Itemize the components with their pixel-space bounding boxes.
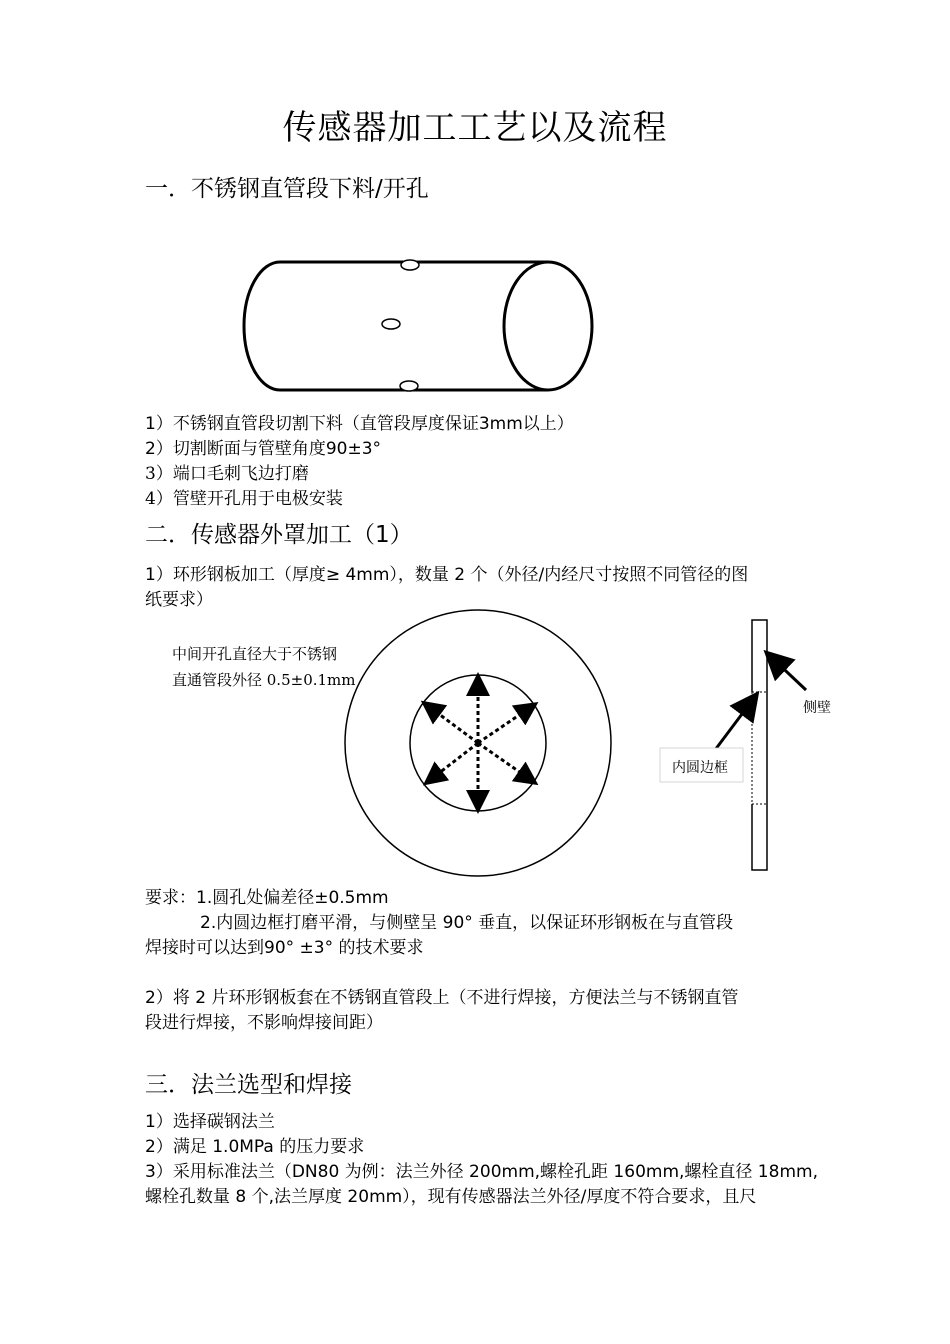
section1-heading: 一．不锈钢直管段下料/开孔 <box>145 176 429 202</box>
pipe-diagram <box>244 260 592 391</box>
req-line3: 焊接时可以达到90° ±3° 的技术要求 <box>145 938 424 958</box>
hole-note-line1: 中间开孔直径大于不锈钢 <box>172 645 338 663</box>
s3-item-2: 2）满足 1.0MPa 的压力要求 <box>145 1137 365 1157</box>
s2-item2-line1: 2）将 2 片环形钢板套在不锈钢直管段上（不进行焊接，方便法兰与不锈钢直管 <box>145 988 739 1008</box>
req-line2: 2.内圆边框打磨平滑，与侧壁呈 90° 垂直，以保证环形钢板在与直管段 <box>200 913 734 933</box>
s2-item1-line1: 1）环形钢板加工（厚度≥ 4mm），数量 2 个（外径/内经尺寸按照不同管径的图 <box>145 565 749 585</box>
plate-section-diagram <box>660 620 806 870</box>
s2-item2-line2: 段进行焊接，不影响焊接间距） <box>145 1013 383 1033</box>
side-wall-label: 侧壁 <box>803 700 831 716</box>
s2-item1-line2: 纸要求） <box>145 590 213 610</box>
s1-item-4: 4）管壁开孔用于电极安装 <box>145 489 343 509</box>
inner-frame-label: 内圆边框 <box>672 760 728 776</box>
annular-plate-diagram <box>345 610 611 876</box>
s3-item-1: 1）选择碳钢法兰 <box>145 1112 275 1132</box>
section3-heading: 三．法兰选型和焊接 <box>145 1072 352 1098</box>
s3-item-4: 螺栓孔数量 8 个,法兰厚度 20mm），现有传感器法兰外径/厚度不符合要求，且尺 <box>145 1187 757 1207</box>
req-line1: 要求：1.圆孔处偏差径±0.5mm <box>145 888 389 908</box>
s3-item-3: 3）采用标准法兰（DN80 为例：法兰外径 200mm,螺栓孔距 160mm,螺栓直径 18mm, <box>145 1162 818 1182</box>
s1-item-1: 1）不锈钢直管段切割下料（直管段厚度保证3mm以上） <box>145 414 574 434</box>
hole-note-line2: 直通管段外径 0.5±0.1mm <box>172 671 356 689</box>
s1-item-3: 3）端口毛刺飞边打磨 <box>145 464 309 484</box>
page-title: 传感器加工工艺以及流程 <box>282 108 668 148</box>
s1-item-2: 2）切割断面与管壁角度90±3° <box>145 439 382 459</box>
section2-heading: 二．传感器外罩加工（1） <box>145 522 413 548</box>
